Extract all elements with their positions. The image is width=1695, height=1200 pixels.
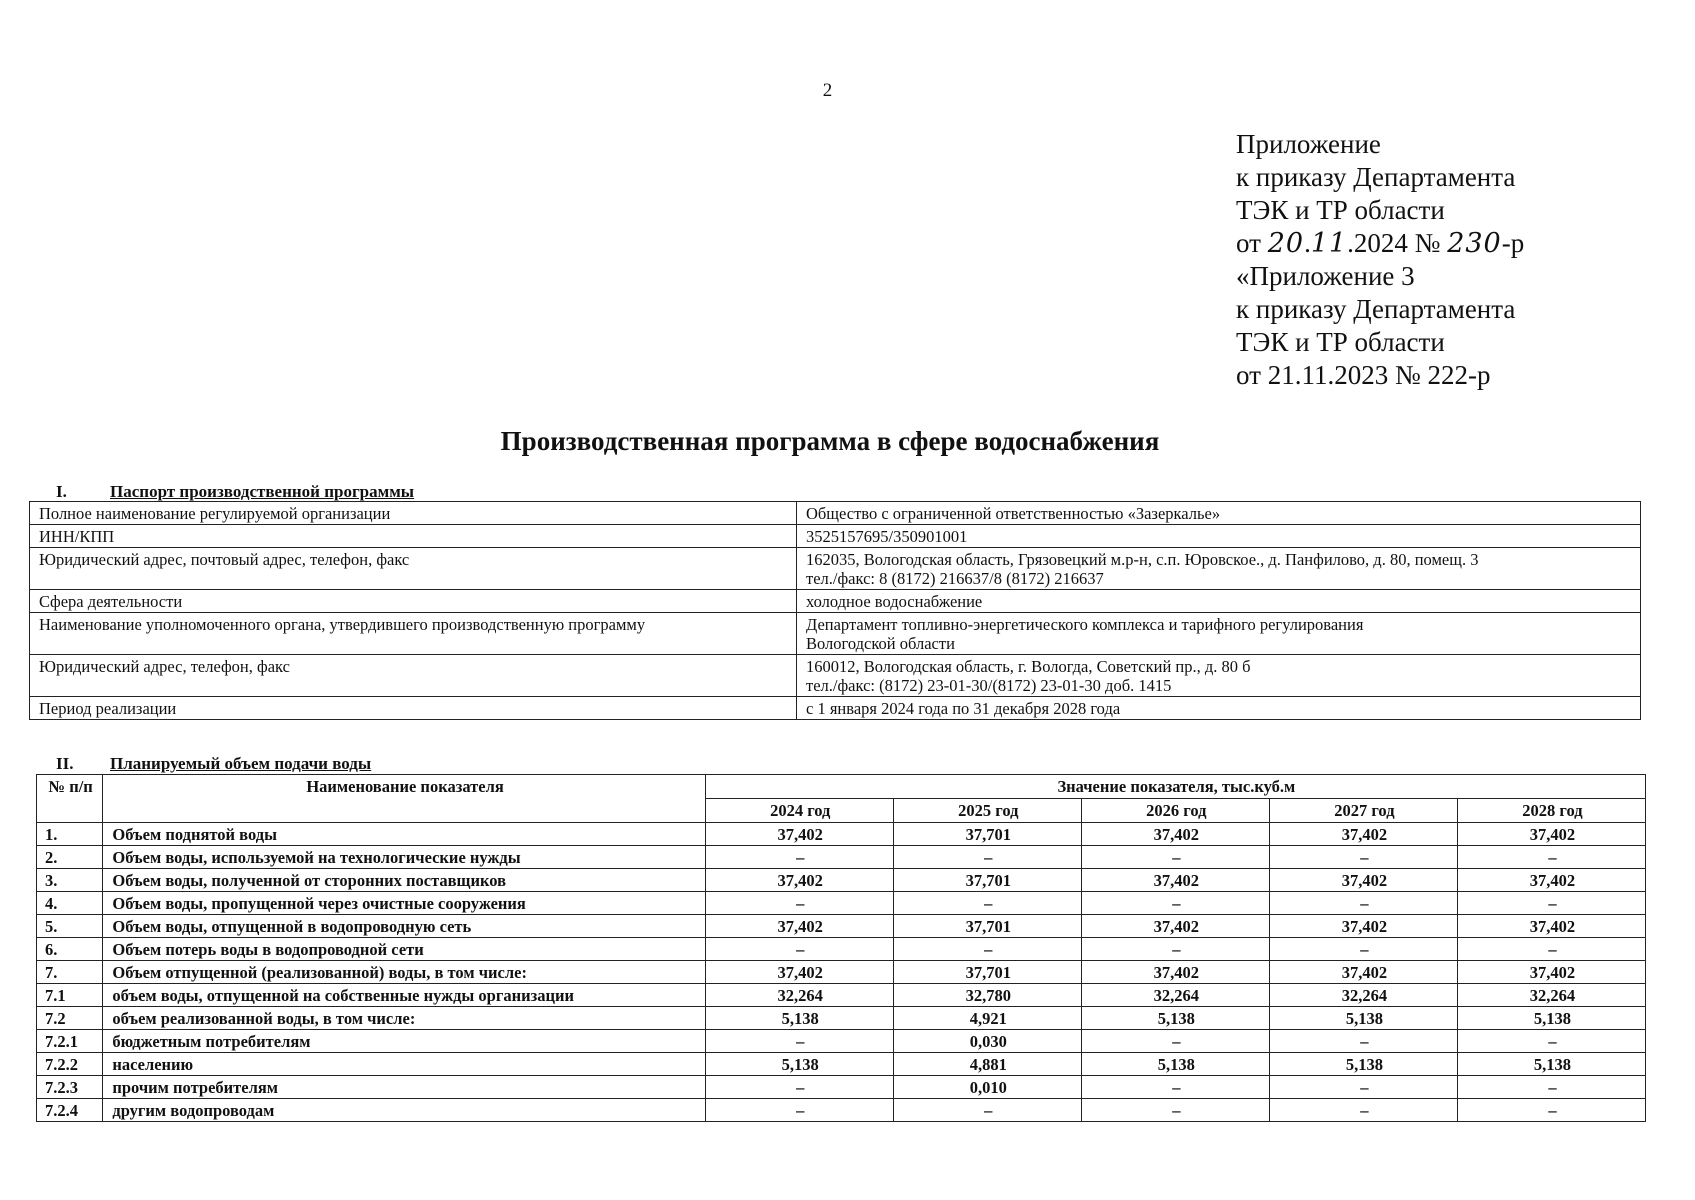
passport-label: Период реализации [30,697,797,720]
row-name: бюджетным потребителям [103,1030,705,1053]
row-value: – [1269,846,1457,869]
row-value: – [1081,846,1269,869]
row-name: объем воды, отпущенной на собственные нужды организации [103,984,705,1007]
row-value: – [705,938,893,961]
row-value: – [1457,938,1645,961]
row-value: 5,138 [705,1007,893,1030]
row-number: 4. [37,892,103,915]
row-number: 7.2.2 [37,1053,103,1076]
water-volume-table [36,774,1646,1122]
table-row [30,655,1641,697]
row-number: 7.2.1 [37,1030,103,1053]
row-value: 37,402 [705,915,893,938]
row-name: объем реализованной воды, в том числе: [103,1007,705,1030]
order-year: .2024 № [1347,228,1441,258]
header-year: 2028 год [1457,799,1645,823]
row-value: 37,701 [893,961,1081,984]
appendix-line: к приказу Департамента [1236,162,1516,192]
header-year: 2027 год [1269,799,1457,823]
passport-value [797,655,1641,697]
table-row [30,548,1641,590]
appendix-line: к приказу Департамента [1236,294,1516,324]
row-value: 32,780 [893,984,1081,1007]
row-number: 7.2.4 [37,1099,103,1122]
table-row [37,846,1646,869]
row-number: 3. [37,869,103,892]
header-year: 2026 год [1081,799,1269,823]
section-title: Планируемый объем подачи воды [110,754,372,773]
row-number: 7. [37,961,103,984]
table-row [37,961,1646,984]
table-row [37,1030,1646,1053]
row-value: – [1457,846,1645,869]
passport-value-line: с 1 января 2024 года по 31 декабря 2028 года [806,699,1121,718]
row-number: 6. [37,938,103,961]
row-value: 4,881 [893,1053,1081,1076]
row-name: прочим потребителям [103,1076,705,1099]
row-number: 2. [37,846,103,869]
passport-label: ИНН/КПП [30,525,797,548]
document-title: Производственная программа в сфере водоснабжения [500,426,1160,456]
row-value: – [705,1099,893,1122]
section-heading-water-volume [56,754,371,774]
row-number: 7.2 [37,1007,103,1030]
passport-value [797,548,1641,590]
row-value: – [1457,1076,1645,1099]
row-number: 1. [37,823,103,846]
row-value: – [1081,1076,1269,1099]
order-suffix: -р [1501,228,1525,258]
row-value: 37,402 [1081,823,1269,846]
row-value: 37,402 [1269,869,1457,892]
appendix-block [1236,128,1524,392]
row-value: – [705,846,893,869]
row-value: 37,402 [1269,961,1457,984]
passport-value-line: Общество с ограниченной ответственностью «Зазеркалье» [806,504,1221,523]
row-value: – [1269,1076,1457,1099]
passport-value-line: холодное водоснабжение [806,592,983,611]
row-value: 0,030 [893,1030,1081,1053]
row-value: – [705,1076,893,1099]
header-year: 2024 год [705,799,893,823]
passport-value [797,502,1641,525]
row-value: – [893,938,1081,961]
table-row [37,915,1646,938]
row-value: – [893,1099,1081,1122]
row-name: Объем воды, полученной от сторонних поставщиков [103,869,705,892]
row-value: 37,402 [1457,869,1645,892]
row-value: – [1081,1099,1269,1122]
appendix-line: ТЭК и ТР области [1236,327,1445,357]
passport-value-line: Департамент топливно-энергетического комплекса и тарифного регулирования [806,615,1364,634]
row-number: 5. [37,915,103,938]
section-heading-passport [56,482,414,502]
table-row [37,823,1646,846]
row-value: 5,138 [705,1053,893,1076]
header-year: 2025 год [893,799,1081,823]
passport-value-line: Вологодской области [806,634,955,653]
row-number: 7.2.3 [37,1076,103,1099]
page-number: 2 [822,80,833,101]
row-value: 37,402 [1457,823,1645,846]
table-row [37,1007,1646,1030]
row-value: – [1081,938,1269,961]
row-name: Объем поднятой воды [103,823,705,846]
table-row [37,1099,1646,1122]
passport-value [797,525,1641,548]
table-row [30,613,1641,655]
row-value: – [1457,1030,1645,1053]
appendix-line: «Приложение 3 [1236,261,1415,291]
row-value: – [1457,1099,1645,1122]
row-value: 37,701 [893,823,1081,846]
row-value: – [1269,1030,1457,1053]
row-number: 7.1 [37,984,103,1007]
row-name: другим водопроводам [103,1099,705,1122]
handwritten-day: 20 [1267,228,1305,259]
passport-table [29,501,1641,720]
row-name: Объем отпущенной (реализованной) воды, в том числе: [103,961,705,984]
appendix-line: ТЭК и ТР области [1236,195,1445,225]
appendix-line: Приложение [1236,129,1381,159]
passport-label: Полное наименование регулируемой организации [30,502,797,525]
row-value: – [1269,1099,1457,1122]
row-value: 0,010 [893,1076,1081,1099]
row-value: – [1081,1030,1269,1053]
section-title: Паспорт производственной программы [110,482,415,501]
table-row [37,892,1646,915]
header-value-group: Значение показателя, тыс.куб.м [705,775,1645,799]
passport-label: Сфера деятельности [30,590,797,613]
row-value: – [893,846,1081,869]
row-value: 5,138 [1269,1007,1457,1030]
passport-value-line: 162035, Вологодская область, Грязовецкий м.р-н, с.п. Юровское., д. Панфилово, д. 80, помещ. 3 [806,550,1479,569]
row-value: 37,402 [1269,915,1457,938]
row-value: 37,701 [893,915,1081,938]
row-value: 37,402 [1457,961,1645,984]
row-value: 32,264 [1457,984,1645,1007]
row-value: 5,138 [1081,1007,1269,1030]
row-value: 37,402 [1269,823,1457,846]
passport-value [797,590,1641,613]
passport-label: Наименование уполномоченного органа, утвердившего производственную программу [30,613,797,655]
row-value: – [1269,892,1457,915]
table-row [37,1076,1646,1099]
table-row [30,525,1641,548]
passport-value [797,697,1641,720]
section-number: I. [56,482,67,501]
handwritten-month: 11 [1310,228,1348,259]
row-value: 37,402 [705,961,893,984]
appendix-order-line [1236,227,1524,260]
order-prefix: от [1236,228,1261,258]
passport-label: Юридический адрес, почтовый адрес, телефон, факс [30,548,797,590]
passport-value-line: тел./факс: (8172) 23-01-30/(8172) 23-01-30 доб. 1415 [806,676,1172,695]
row-name: Объем воды, отпущенной в водопроводную сеть [103,915,705,938]
row-name: населению [103,1053,705,1076]
row-value: 5,138 [1457,1007,1645,1030]
row-value: 5,138 [1269,1053,1457,1076]
section-number: II. [56,754,74,773]
row-name: Объем воды, используемой на технологические нужды [103,846,705,869]
header-name: Наименование показателя [103,775,705,823]
passport-value-line: 3525157695/350901001 [806,527,968,546]
table-row [30,697,1641,720]
row-value: – [893,892,1081,915]
header-num: № п/п [37,775,103,823]
row-value: 37,402 [1081,869,1269,892]
row-value: 37,402 [705,823,893,846]
row-value: 37,402 [1081,915,1269,938]
appendix-line: от 21.11.2023 № 222-р [1236,360,1491,390]
row-value: 37,701 [893,869,1081,892]
order-dot: . [1304,228,1311,258]
row-value: 32,264 [1081,984,1269,1007]
table-row [37,984,1646,1007]
table-row [37,869,1646,892]
row-value: 5,138 [1457,1053,1645,1076]
table-header-row [37,775,1646,799]
row-value: 37,402 [1081,961,1269,984]
passport-value [797,613,1641,655]
row-value: 37,402 [705,869,893,892]
passport-value-line: 160012, Вологодская область, г. Вологда, Советский пр., д. 80 б [806,657,1251,676]
table-row [37,1053,1646,1076]
row-value: 5,138 [1081,1053,1269,1076]
passport-value-line: тел./факс: 8 (8172) 216637/8 (8172) 216637 [806,569,1104,588]
row-value: – [1081,892,1269,915]
row-value: 32,264 [705,984,893,1007]
row-value: – [1457,892,1645,915]
row-value: 4,921 [893,1007,1081,1030]
row-value: – [1269,938,1457,961]
row-value: 37,402 [1457,915,1645,938]
handwritten-number: 230 [1447,228,1502,259]
row-value: – [705,892,893,915]
table-row [30,590,1641,613]
row-value: – [705,1030,893,1053]
passport-label: Юридический адрес, телефон, факс [30,655,797,697]
table-row [37,938,1646,961]
table-row [30,502,1641,525]
row-name: Объем потерь воды в водопроводной сети [103,938,705,961]
row-value: 32,264 [1269,984,1457,1007]
row-name: Объем воды, пропущенной через очистные сооружения [103,892,705,915]
